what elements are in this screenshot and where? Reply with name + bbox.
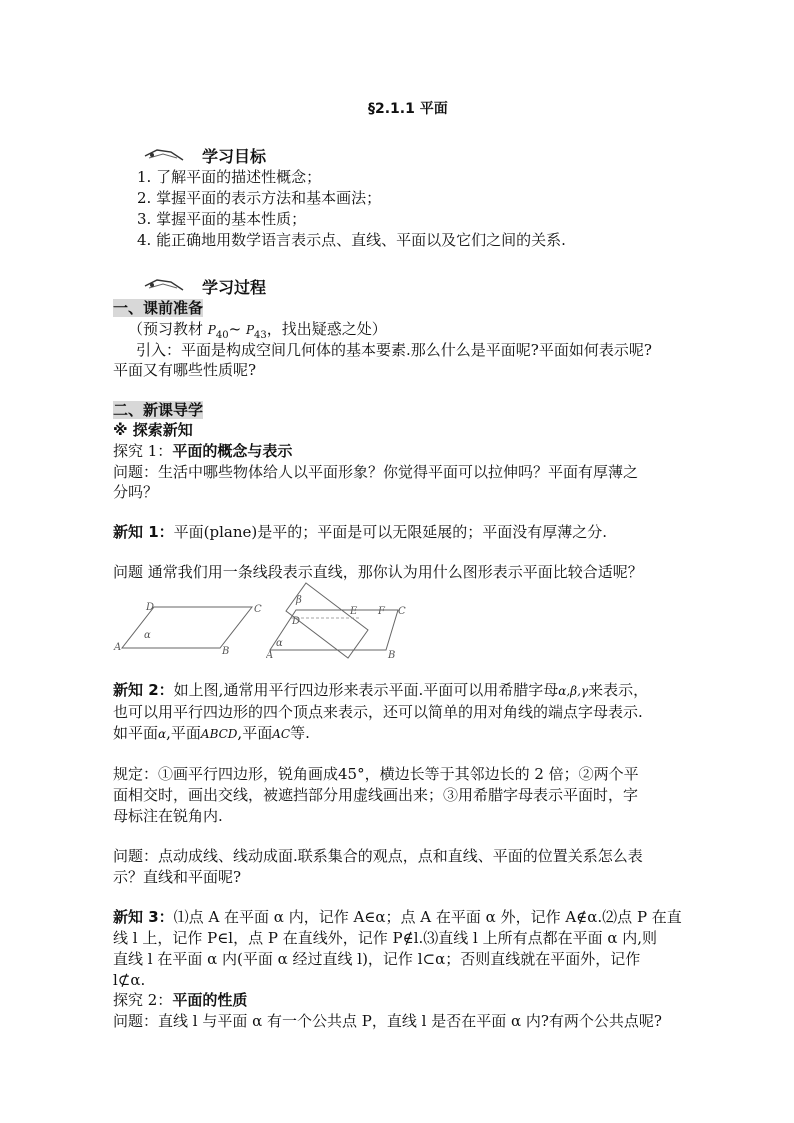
new-knowledge-3-line-1: 新知 3：⑴点 A 在平面 α 内，记作 A∈α；点 A 在平面 α 外，记作 A∉α.⑵点 P 在直 [113,908,682,926]
label-B: B [222,646,230,655]
label-A: A [266,650,274,660]
intersecting-planes-figure [266,580,411,660]
new-knowledge-3-line-2: 线 l 上，记作 P∈l，点 P 在直线外，记作 P∉l.⑶直线 l 上所有点都在平面 α 内,则 [113,929,658,947]
new-knowledge-1: 新知 1：平面(plane)是平的；平面是可以无限延展的；平面没有厚薄之分. [113,523,608,541]
label-F: F [378,606,385,617]
label-A: A [114,642,122,653]
label-C: C [398,606,406,617]
preview-line: （预习教材 $P_{40}\sim$ $P_{43}$，找出疑惑之处） [128,320,387,341]
question-3-line-2: 示？直线和平面呢? [113,868,242,886]
pen-icon [143,146,187,164]
pen-icon [143,276,187,294]
goal-item-4: 4. 能正确地用数学语言表示点、直线、平面以及它们之间的关系. [137,231,566,249]
label-E: E [350,606,358,617]
new-knowledge-2-line-1: 新知 2：如上图,通常用平行四边形来表示平面.平面可以用希腊字母α,β,γ来表示， [113,681,649,699]
explore-2-heading: 探究 2：平面的性质 [113,991,248,1009]
label-D: D [292,616,301,627]
question-2: 问题 通常我们用一条线段表示直线，那你认为用什么图形表示平面比较合适呢？ [113,563,643,581]
explore-new: ※ 探索新知 [113,421,193,439]
new-knowledge-2-line-3: 如平面α,平面ABCD,平面AC等. [113,724,310,742]
part1-label: 一、课前准备 [113,299,204,317]
label-B: B [388,650,396,660]
label-alpha: α [144,630,151,641]
rule-line-3: 母标注在锐角内. [113,807,223,825]
new-knowledge-3-line-4: l⊄α. [113,971,146,989]
page-title: §2.1.1 平面 [368,101,448,117]
question-4: 问题：直线 l 与平面 α 有一个公共点 P，直线 l 是否在平面 α 内?有两个公共点呢? [113,1012,662,1030]
question-3-line-1: 问题：点动成线、线动成面.联系集合的观点，点和直线、平面的位置关系怎么表 [113,847,643,865]
goal-item-3: 3. 掌握平面的基本性质； [137,210,307,228]
question-1-line-1: 问题：生活中哪些物体给人以平面形象？你觉得平面可以拉伸吗？平面有厚薄之 [113,463,639,481]
goal-item-2: 2. 掌握平面的表示方法和基本画法； [137,189,382,207]
new-knowledge-2-line-2: 也可以用平行四边形的四个顶点来表示，还可以简单的用对角线的端点字母表示. [113,703,643,721]
new-knowledge-3-line-3: 直线 l 在平面 α 内(平面 α 经过直线 l)，记作 l⊂α；否则直线就在平面外，记作 [113,950,641,968]
label-C: C [254,604,262,615]
intro-line-2: 平面又有哪些性质呢? [113,361,257,379]
label-alpha: α [276,638,283,649]
rule-line-2: 面相交时，画出交线，被遮挡部分用虚线画出来；③用希腊字母表示平面时，字 [113,786,639,804]
parallelogram-figure [112,600,262,655]
goal-item-1: 1. 了解平面的描述性概念； [137,168,322,186]
label-beta: β [296,595,302,606]
label-D: D [146,602,155,613]
part2-label: 二、新课导学 [113,401,204,419]
explore-1-heading: 探究 1：平面的概念与表示 [113,442,293,460]
goals-heading: 学习目标 [202,147,267,166]
process-heading: 学习过程 [202,278,267,297]
rule-line-1: 规定：①画平行四边形，锐角画成45°，横边长等于其邻边长的 2 倍；②两个平 [113,765,639,783]
question-1-line-2: 分吗？ [113,483,159,501]
intro-line-1: 引入：平面是构成空间几何体的基本要素.那么什么是平面呢?平面如何表示呢? [136,341,652,359]
